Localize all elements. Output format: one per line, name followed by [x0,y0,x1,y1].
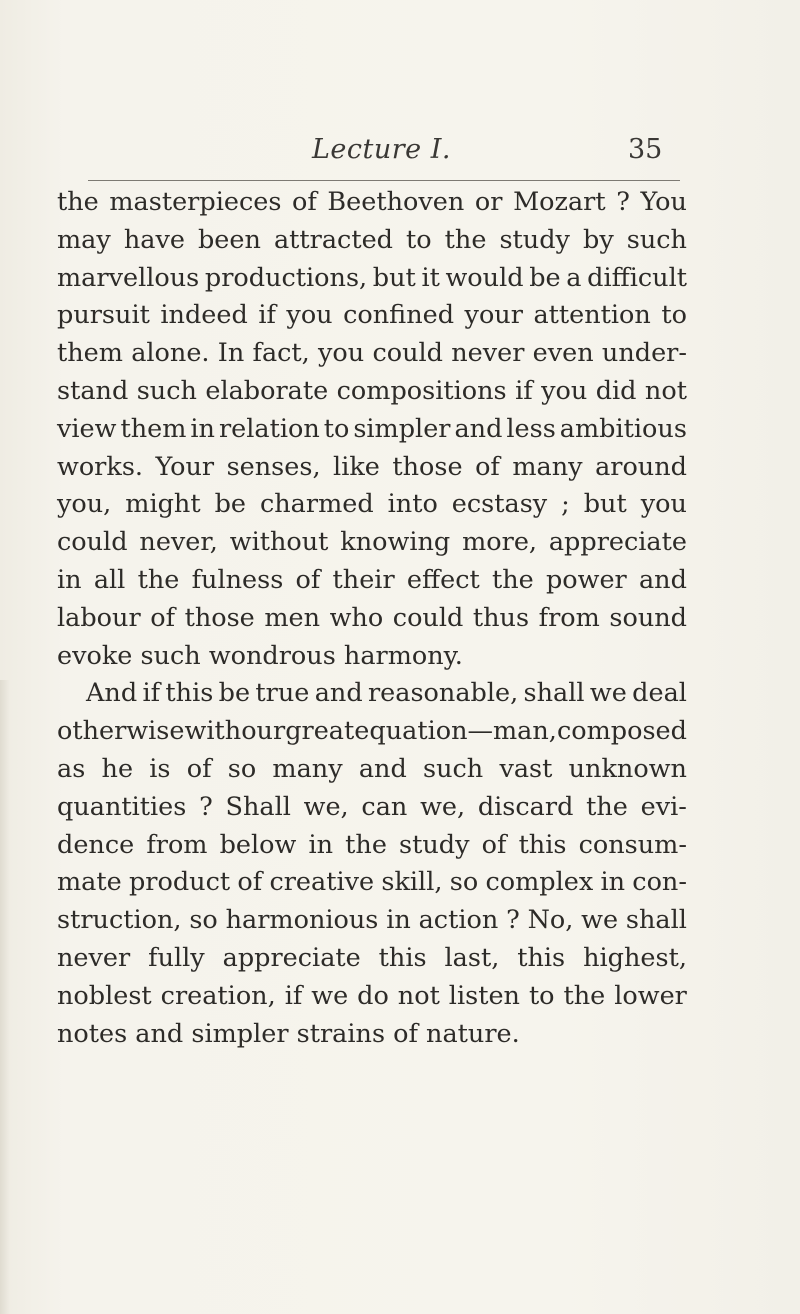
word: from [146,829,208,860]
word: the [57,187,99,217]
word: of [475,451,500,482]
word: to [528,980,555,1011]
word: shall [625,905,687,936]
word: of [237,867,263,898]
page-edge-shadow [0,680,10,1314]
word: you, [57,489,112,520]
text-line [57,713,687,751]
word: all [93,564,126,595]
word: did [595,375,637,406]
page-header [0,134,800,174]
word: in [386,905,411,936]
word: as [57,753,86,784]
word: who [329,602,384,633]
word: You [640,187,687,217]
word: senses, [226,451,321,482]
word: we, [420,791,466,822]
text-line [57,373,687,411]
word: your [464,300,523,331]
word: highest, [583,942,687,973]
word: into [387,489,438,520]
word: if [284,980,303,1011]
word: could [392,602,464,633]
word: men [264,602,321,633]
word: evi- [640,791,687,822]
word: And [86,678,138,709]
page-number: 35 [628,134,663,165]
word: discard [477,791,574,822]
word: below [219,829,297,860]
text-line [57,864,687,902]
word: fully [148,942,205,973]
word: of [186,753,212,784]
word: by [583,224,614,255]
word: reasonable, [367,678,519,709]
word: Your [155,451,215,482]
text-line [57,335,687,373]
word: we, [303,791,349,822]
body-text [57,184,687,1053]
word: not [644,375,687,406]
word: the [586,791,628,822]
text-line: evoke such wondrous harmony. [57,640,463,671]
header-rule [88,180,680,181]
text-line [57,827,687,865]
word: is [149,753,171,784]
running-head: Lecture I. [312,134,451,165]
word: appreciate [548,527,687,558]
word: simpler [353,413,451,444]
word: even [532,338,594,369]
paragraph-start-line [57,675,687,713]
text-line [57,184,687,222]
word: you [640,489,687,520]
word: shall [523,678,585,709]
word: been [197,224,261,255]
word: so [227,753,257,784]
word: thus [472,602,530,633]
word: product [128,867,231,898]
word: dence [57,829,135,860]
word: appreciate [222,942,361,973]
text-line [57,902,687,940]
word: to [406,224,432,255]
word: consum- [578,829,687,860]
word: charmed [259,489,374,520]
text-line [57,978,687,1016]
word: creation, [160,980,276,1011]
word: may [57,224,111,255]
word: in [57,564,82,595]
word: the [137,564,180,595]
word: mate [57,867,122,898]
word: masterpieces [109,187,282,217]
word: elaborate [205,375,329,406]
word: deal [632,678,687,709]
word: with [184,716,242,747]
word: many [272,753,343,784]
word: stand [57,375,129,406]
word: it [421,262,440,293]
word: view [57,413,117,444]
text-line [57,411,687,449]
word: our [241,716,286,747]
word: in [308,829,334,860]
word: of [481,829,507,860]
word: the [345,829,387,860]
word: ? [616,187,630,217]
word: labour [57,602,141,633]
word: so [449,867,479,898]
word: relation [218,413,320,444]
word: this [518,829,567,860]
word: true [255,678,310,709]
word: of [150,602,176,633]
word: study [399,829,470,860]
word: great [285,716,355,747]
word: or [474,187,503,217]
word: never, [139,527,218,558]
text-line [57,600,687,638]
word: the [563,980,606,1011]
word: pursuit [57,300,150,331]
word: of [292,187,317,217]
word: those [184,602,255,633]
word: you [541,375,588,406]
word: equation—man, [354,716,557,747]
word: No, [527,905,574,936]
word: In [217,338,245,369]
word: under- [601,338,687,369]
word: otherwise [57,716,185,747]
word: can [361,791,408,822]
word: struction, [57,905,182,936]
word: to [323,413,350,444]
word: quantities [57,791,187,822]
word: this [378,942,427,973]
word: could [57,527,128,558]
text-line [57,940,687,978]
word: be [218,678,251,709]
word: composed [556,716,687,747]
word: action [418,905,499,936]
text-line [57,751,687,789]
word: Beethoven [327,187,465,217]
word: unknown [568,753,687,784]
word: we [581,905,619,936]
word: their [332,564,395,595]
word: lower [614,980,687,1011]
word: never [451,338,525,369]
text-line [57,222,687,260]
word: in [600,867,626,898]
word: listen [448,980,520,1011]
word: so [189,905,218,936]
word: fulness [191,564,284,595]
word: the [444,224,487,255]
word: do [357,980,389,1011]
text-line [57,562,687,600]
word: this [165,678,214,709]
word: if [258,300,276,331]
word: effect [406,564,480,595]
word: ? [199,791,213,822]
word: many [512,451,583,482]
word: around [595,451,687,482]
word: he [101,753,134,784]
word: study [499,224,570,255]
word: we [589,678,627,709]
word: be [529,262,561,293]
word: power [545,564,627,595]
word: but [372,262,416,293]
word: ecstasy [451,489,548,520]
word: have [123,224,185,255]
word: we [311,980,349,1011]
word: ? [506,905,520,936]
word: difficult [587,262,687,293]
word: con- [632,867,687,898]
word: could [372,338,443,369]
word: attracted [273,224,393,255]
word: marvellous [57,262,200,293]
word: and [358,753,407,784]
word: last, [444,942,500,973]
word: if [142,678,161,709]
word: a [566,262,582,293]
word: if [515,375,533,406]
word: productions, [204,262,368,293]
word: noblest [57,980,152,1011]
text-line [57,449,687,487]
word: never [57,942,131,973]
word: complex [485,867,594,898]
word: indeed [160,300,248,331]
word: might [125,489,201,520]
word: the [491,564,534,595]
word: like [333,451,380,482]
word: Shall [225,791,291,822]
word: more, [462,527,538,558]
word: would [445,262,524,293]
word: such [626,224,687,255]
word: fact, [252,338,310,369]
word: compositions [336,375,507,406]
word: creative [269,867,375,898]
text-line [57,524,687,562]
word: ; [561,489,570,520]
word: and [638,564,687,595]
word: vast [499,753,553,784]
text-line [57,486,687,524]
word: attention [533,300,651,331]
text-line [57,789,687,827]
word: this [517,942,566,973]
word: those [392,451,463,482]
word: alone. [131,338,210,369]
word: confined [343,300,455,331]
text-line: notes and simpler strains of nature. [57,1018,520,1049]
word: sound [609,602,687,633]
word: but [583,489,627,520]
word: knowing [340,527,451,558]
word: harmonious [225,905,379,936]
word: from [538,602,600,633]
word: you [318,338,365,369]
word: such [423,753,484,784]
text-line [57,297,687,335]
word: to [661,300,687,331]
word: works. [57,451,144,482]
word: less [506,413,556,444]
word: and [314,678,363,709]
word: them [120,413,187,444]
word: of [295,564,321,595]
word: such [136,375,197,406]
word: not [397,980,440,1011]
word: and [454,413,503,444]
word: without [229,527,329,558]
word: ambitious [559,413,687,444]
word: them [57,338,123,369]
word: skill, [381,867,443,898]
word: Mozart [513,187,606,217]
text-line [57,260,687,298]
word: you [286,300,333,331]
word: be [214,489,246,520]
word: in [190,413,215,444]
